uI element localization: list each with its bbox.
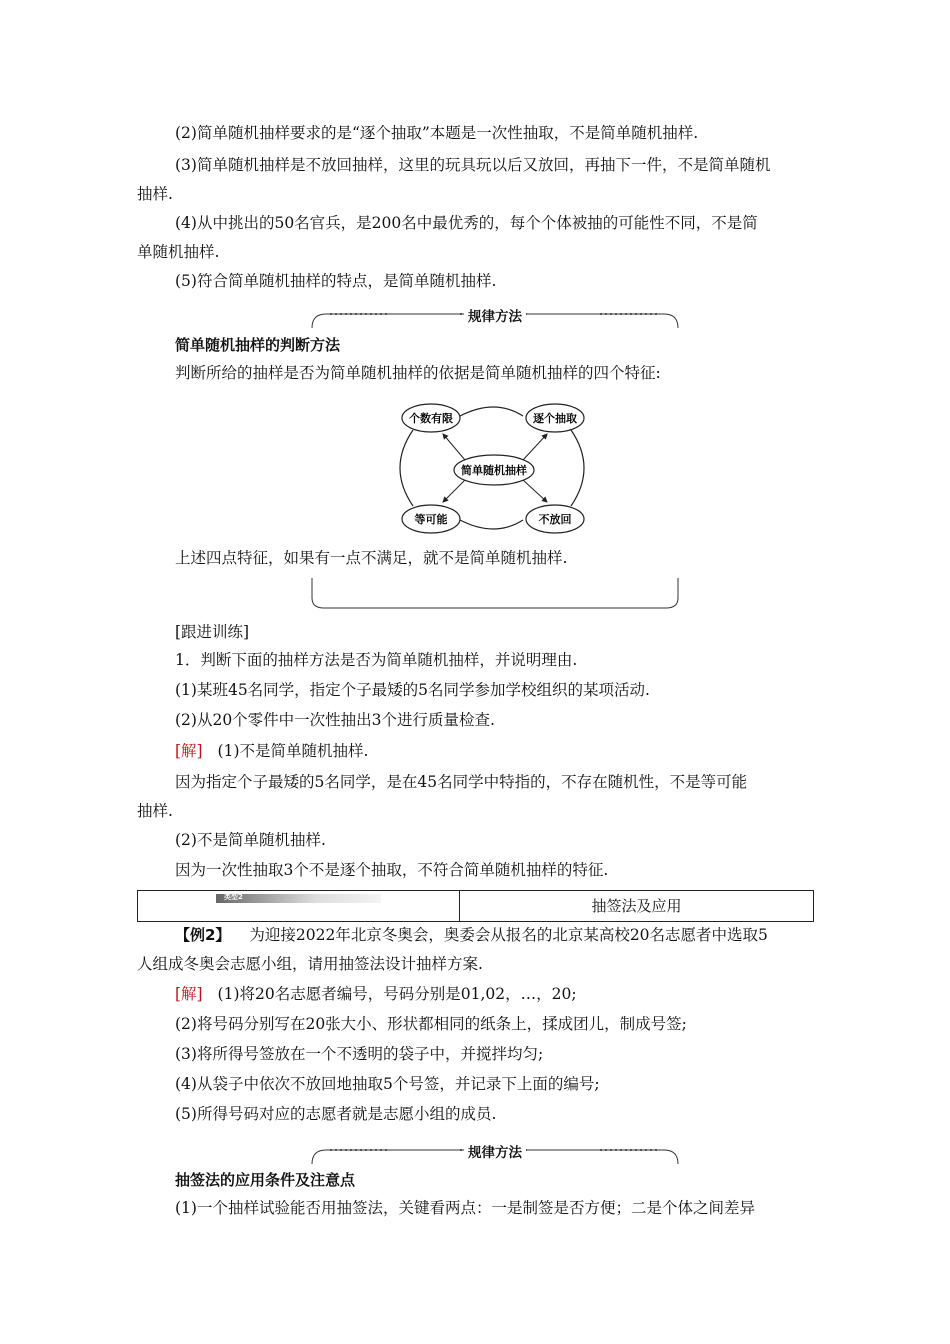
section-heading: 简单随机抽样的判断方法 xyxy=(175,336,341,354)
text-line: (5)符合简单随机抽样的特点，是简单随机抽样. xyxy=(175,272,497,290)
solution-line xyxy=(175,984,577,1004)
solution-line xyxy=(175,741,368,761)
solution-tag: [解] xyxy=(175,742,203,760)
question-part: (2)从20个零件中一次性抽出3个进行质量检查. xyxy=(175,711,495,729)
text-line: 因为指定个子最矮的5名同学，是在45名同学中特指的，不存在随机性，不是等可能 xyxy=(175,773,748,791)
method-box-bottom xyxy=(310,576,680,610)
category-header xyxy=(137,890,814,922)
text-line: 抽样. xyxy=(137,185,173,203)
example-label: 【例2】 xyxy=(175,926,231,944)
text-line: (2)将号码分别写在20张大小、形状都相同的纸条上，揉成团儿，制成号签; xyxy=(175,1015,687,1033)
practice-label: [跟进训练] xyxy=(175,623,250,641)
example-text: 为迎接2022年北京冬奥会，奥委会从报名的北京某高校20名志愿者中选取5 xyxy=(249,926,768,944)
category-title: 抽签法及应用 xyxy=(591,897,682,915)
text-line: (3)简单随机抽样是不放回抽样，这里的玩具玩以后又放回，再抽下一件，不是简单随机 xyxy=(175,156,771,174)
category-tag-cell xyxy=(138,891,460,921)
text-line: (4)从中挑出的50名官兵，是200名中最优秀的，每个个体被抽的可能性不同，不是简 xyxy=(175,214,758,232)
question: 1．判断下面的抽样方法是否为简单随机抽样，并说明理由. xyxy=(175,651,578,669)
text-line: (5)所得号码对应的志愿者就是志愿小组的成员. xyxy=(175,1105,497,1123)
category-tag: 类型2 xyxy=(224,893,243,901)
solution-text: (1)将20名志愿者编号，号码分别是01,02，…，20; xyxy=(217,985,577,1003)
question-part: (1)某班45名同学，指定个子最矮的5名同学参加学校组织的某项活动. xyxy=(175,681,650,699)
node-top-left: 个数有限 xyxy=(409,412,453,425)
method-banner xyxy=(310,304,680,330)
node-center: 简单随机抽样 xyxy=(461,464,527,477)
text-line: 抽样. xyxy=(137,802,173,820)
node-bottom-left: 等可能 xyxy=(414,513,448,526)
text-line: (2)不是简单随机抽样. xyxy=(175,831,326,849)
text-line: 判断所给的抽样是否为简单随机抽样的依据是简单随机抽样的四个特征: xyxy=(175,364,661,382)
text-line: 上述四点特征，如果有一点不满足，就不是简单随机抽样. xyxy=(175,549,568,567)
text-line: (3)将所得号签放在一个不透明的袋子中，并搅拌均匀; xyxy=(175,1045,544,1063)
node-bottom-right: 不放回 xyxy=(538,513,572,526)
text-line: (2)简单随机抽样要求的是“逐个抽取”本题是一次性抽取，不是简单随机抽样. xyxy=(175,124,699,142)
method-banner xyxy=(310,1140,680,1166)
solution-text: (1)不是简单随机抽样. xyxy=(217,742,369,760)
text-line: (4)从袋子中依次不放回地抽取5个号签，并记录下上面的编号; xyxy=(175,1075,600,1093)
text-line: (1)一个抽样试验能否用抽签法，关键看两点：一是制签是否方便；二是个体之间差异 xyxy=(175,1199,755,1217)
banner-title: 规律方法 xyxy=(464,1145,526,1161)
section-heading: 抽签法的应用条件及注意点 xyxy=(175,1171,356,1189)
text-line: 人组成冬奥会志愿小组，请用抽签法设计抽样方案. xyxy=(137,955,483,973)
text-line: 单随机抽样. xyxy=(137,243,220,261)
banner-title: 规律方法 xyxy=(464,309,526,325)
features-diagram xyxy=(395,398,595,538)
example-line xyxy=(175,925,768,945)
node-top-right: 逐个抽取 xyxy=(533,412,577,425)
solution-tag: [解] xyxy=(175,985,203,1003)
text-line: 因为一次性抽取3个不是逐个抽取，不符合简单随机抽样的特征. xyxy=(175,861,609,879)
